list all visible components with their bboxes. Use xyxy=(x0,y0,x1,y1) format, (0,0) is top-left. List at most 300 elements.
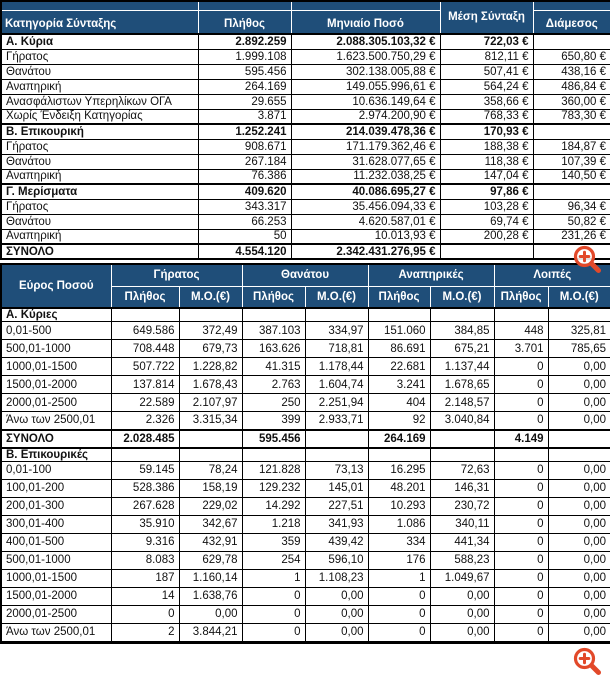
value-cell: 0,00 xyxy=(305,605,368,623)
value-cell: 0 xyxy=(494,412,548,430)
value-cell: 359 xyxy=(242,533,305,551)
value-cell: 214.039.478,36 € xyxy=(291,124,440,139)
header-spacer-cell xyxy=(1,1,198,10)
table1-header-spacer-row xyxy=(1,1,610,10)
table1-row xyxy=(1,79,610,94)
value-cell: 1.252.241 xyxy=(198,124,291,139)
value-cell: 0 xyxy=(368,623,430,641)
row-label: 1000,01-1500 xyxy=(1,358,111,376)
value-cell: 22.589 xyxy=(111,394,179,412)
value-cell: 2.974.200,90 € xyxy=(291,109,440,124)
value-cell: 22.681 xyxy=(368,358,430,376)
value-cell: 341,93 xyxy=(305,515,368,533)
value-cell: 163.626 xyxy=(242,340,305,358)
value-cell: 718,81 xyxy=(305,340,368,358)
value-cell: 0 xyxy=(494,461,548,479)
value-cell: 4.620.587,01 € xyxy=(291,214,440,229)
value-cell: 438,16 € xyxy=(533,64,610,79)
table1-row xyxy=(1,64,610,79)
value-cell: 227,51 xyxy=(305,497,368,515)
value-cell: 264.169 xyxy=(198,79,291,94)
table2-row xyxy=(1,623,610,641)
value-cell: 4.149 xyxy=(494,430,548,448)
header-group-anapirikes: Αναπηρικές xyxy=(368,264,494,286)
subheader-plithos: Πλήθος xyxy=(494,286,548,308)
value-cell: 384,85 xyxy=(430,322,494,340)
value-cell: 97,86 € xyxy=(440,184,533,199)
table2-row xyxy=(1,479,610,497)
header-group-giratos: Γήρατος xyxy=(111,264,242,286)
table2-body xyxy=(1,308,610,643)
row-label: 1500,01-2000 xyxy=(1,587,111,605)
value-cell: 200,28 € xyxy=(440,229,533,244)
table2-row xyxy=(1,358,610,376)
value-cell: 3.315,34 xyxy=(179,412,242,430)
value-cell: 50,82 € xyxy=(533,214,610,229)
value-cell: 507,41 € xyxy=(440,64,533,79)
table2-row xyxy=(1,497,610,515)
value-cell: 0,00 xyxy=(548,358,610,376)
row-label: 100,01-200 xyxy=(1,479,111,497)
table2-row xyxy=(1,461,610,479)
value-cell: 146,31 xyxy=(430,479,494,497)
value-cell: 78,24 xyxy=(179,461,242,479)
value-cell xyxy=(430,308,494,322)
value-cell: 785,65 xyxy=(548,340,610,358)
value-cell: 2.107,97 xyxy=(179,394,242,412)
value-cell: 0,00 xyxy=(548,515,610,533)
value-cell: 2.763 xyxy=(242,376,305,394)
header-group-thanatou: Θανάτου xyxy=(242,264,368,286)
row-label: 2000,01-2500 xyxy=(1,394,111,412)
value-cell: 76.386 xyxy=(198,169,291,184)
table1-row xyxy=(1,109,610,124)
value-cell xyxy=(440,244,533,259)
value-cell: 1 xyxy=(368,569,430,587)
header-spacer-cell xyxy=(291,1,440,10)
row-label: Χωρίς Ένδειξη Κατηγορίας xyxy=(1,109,198,124)
value-cell: 2.326 xyxy=(111,412,179,430)
value-cell: 1.108,23 xyxy=(305,569,368,587)
pension-category-table xyxy=(0,0,610,260)
value-cell: 564,24 € xyxy=(440,79,533,94)
value-cell: 0 xyxy=(494,605,548,623)
header-spacer-cell xyxy=(533,1,610,10)
value-cell: 10.013,93 € xyxy=(291,229,440,244)
row-label: 500,01-1000 xyxy=(1,551,111,569)
value-cell: 0,00 xyxy=(548,461,610,479)
value-cell: 0 xyxy=(242,605,305,623)
value-cell: 66.253 xyxy=(198,214,291,229)
value-cell: 0,00 xyxy=(548,533,610,551)
value-cell: 118,38 € xyxy=(440,154,533,169)
value-cell: 59.145 xyxy=(111,461,179,479)
value-cell: 1.049,67 xyxy=(430,569,494,587)
row-label: 1500,01-2000 xyxy=(1,376,111,394)
table2-group-header-row xyxy=(1,264,610,286)
value-cell: 649.586 xyxy=(111,322,179,340)
value-cell: 448 xyxy=(494,322,548,340)
value-cell xyxy=(494,308,548,322)
value-cell: 86.691 xyxy=(368,340,430,358)
value-cell: 121.828 xyxy=(242,461,305,479)
value-cell: 0 xyxy=(494,394,548,412)
value-cell: 1.218 xyxy=(242,515,305,533)
table1-row xyxy=(1,49,610,64)
value-cell: 231,26 € xyxy=(533,229,610,244)
value-cell: 137.814 xyxy=(111,376,179,394)
value-cell: 107,39 € xyxy=(533,154,610,169)
value-cell xyxy=(548,430,610,448)
row-label: Θανάτου xyxy=(1,64,198,79)
value-cell: 2.933,71 xyxy=(305,412,368,430)
table1-row xyxy=(1,139,610,154)
value-cell xyxy=(1,641,111,643)
value-cell xyxy=(533,184,610,199)
value-cell xyxy=(179,430,242,448)
value-cell: 596,10 xyxy=(305,551,368,569)
table1-body xyxy=(1,34,610,259)
value-cell: 325,81 xyxy=(548,322,610,340)
magnifier-plus-icon xyxy=(571,244,603,276)
value-cell: 1.178,44 xyxy=(305,358,368,376)
value-cell: 10.636.149,64 € xyxy=(291,94,440,109)
value-cell xyxy=(533,34,610,49)
value-cell: 1 xyxy=(242,569,305,587)
value-cell: 1.638,76 xyxy=(179,587,242,605)
value-cell: 1.623.500.750,29 € xyxy=(291,49,440,64)
value-cell: 0,00 xyxy=(548,569,610,587)
value-cell: 340,11 xyxy=(430,515,494,533)
value-cell: 230,72 xyxy=(430,497,494,515)
value-cell: 0,00 xyxy=(548,394,610,412)
row-label: Άνω των 2500,01 xyxy=(1,412,111,430)
value-cell: 675,21 xyxy=(430,340,494,358)
value-cell: 72,63 xyxy=(430,461,494,479)
header-diamesos: Διάμεσος xyxy=(533,10,610,34)
header-spacer-cell xyxy=(198,1,291,10)
value-cell: 302.138.005,88 € xyxy=(291,64,440,79)
value-cell xyxy=(305,308,368,322)
row-label: Άνω των 2500,01 xyxy=(1,623,111,641)
value-cell: 334 xyxy=(368,533,430,551)
table2-cutoff-row xyxy=(1,641,610,643)
table2-row xyxy=(1,515,610,533)
value-cell: 908.671 xyxy=(198,139,291,154)
value-cell: 170,93 € xyxy=(440,124,533,139)
subheader-mo: Μ.Ο.(€) xyxy=(430,286,494,308)
row-label: Θανάτου xyxy=(1,154,198,169)
subheader-mo: Μ.Ο.(€) xyxy=(548,286,610,308)
value-cell: 409.620 xyxy=(198,184,291,199)
value-cell: 1.137,44 xyxy=(430,358,494,376)
subheader-plithos: Πλήθος xyxy=(368,286,430,308)
value-cell: 41.315 xyxy=(242,358,305,376)
value-cell: 10.293 xyxy=(368,497,430,515)
value-cell xyxy=(533,124,610,139)
subheader-mo: Μ.Ο.(€) xyxy=(179,286,242,308)
value-cell xyxy=(179,448,242,462)
value-cell xyxy=(548,448,610,462)
value-cell: 158,19 xyxy=(179,479,242,497)
value-cell xyxy=(368,308,430,322)
magnifier-plus-icon xyxy=(571,646,603,678)
value-cell: 171.179.362,46 € xyxy=(291,139,440,154)
value-cell: 2 xyxy=(111,623,179,641)
value-cell: 372,49 xyxy=(179,322,242,340)
row-label: Γήρατος xyxy=(1,49,198,64)
value-cell: 0 xyxy=(494,587,548,605)
value-cell: 404 xyxy=(368,394,430,412)
table1-row xyxy=(1,214,610,229)
value-cell: 0,00 xyxy=(548,605,610,623)
row-label: 0,01-100 xyxy=(1,461,111,479)
value-cell: 343.317 xyxy=(198,199,291,214)
value-cell: 0,00 xyxy=(548,587,610,605)
value-cell xyxy=(430,448,494,462)
value-cell xyxy=(179,641,242,643)
value-cell xyxy=(242,308,305,322)
value-cell: 360,00 € xyxy=(533,94,610,109)
value-cell: 2.892.259 xyxy=(198,34,291,49)
value-cell: 96,34 € xyxy=(533,199,610,214)
subheader-mo: Μ.Ο.(€) xyxy=(305,286,368,308)
value-cell xyxy=(111,448,179,462)
value-cell: 722,03 € xyxy=(440,34,533,49)
value-cell xyxy=(494,448,548,462)
zoom-in-icon[interactable] xyxy=(571,646,603,678)
value-cell: 0 xyxy=(494,551,548,569)
row-label: 400,01-500 xyxy=(1,533,111,551)
row-label: Α. Κύρια xyxy=(1,34,198,49)
value-cell: 679,73 xyxy=(179,340,242,358)
header-group-loipes: Λοιπές xyxy=(494,264,610,286)
row-label: 1000,01-1500 xyxy=(1,569,111,587)
value-cell: 48.201 xyxy=(368,479,430,497)
value-cell: 528.386 xyxy=(111,479,179,497)
value-cell: 92 xyxy=(368,412,430,430)
table1-section-row xyxy=(1,34,610,49)
row-label: 200,01-300 xyxy=(1,497,111,515)
value-cell: 387.103 xyxy=(242,322,305,340)
row-label: 2000,01-2500 xyxy=(1,605,111,623)
value-cell: 35.910 xyxy=(111,515,179,533)
value-cell: 267.628 xyxy=(111,497,179,515)
row-label: Α. Κύριες xyxy=(1,308,111,322)
value-cell: 441,34 xyxy=(430,533,494,551)
row-label: ΣΥΝΟΛΟ xyxy=(1,244,198,259)
value-cell: 3.040,84 xyxy=(430,412,494,430)
value-cell: 1.604,74 xyxy=(305,376,368,394)
value-cell: 145,01 xyxy=(305,479,368,497)
value-cell: 35.456.094,33 € xyxy=(291,199,440,214)
value-cell: 812,11 € xyxy=(440,49,533,64)
value-cell: 1.678,65 xyxy=(430,376,494,394)
table1-header xyxy=(1,1,610,34)
value-cell: 8.083 xyxy=(111,551,179,569)
value-cell: 0 xyxy=(494,376,548,394)
value-cell: 0,00 xyxy=(430,587,494,605)
table2-row xyxy=(1,551,610,569)
value-cell: 0 xyxy=(494,479,548,497)
value-cell: 29.655 xyxy=(198,94,291,109)
value-cell: 432,91 xyxy=(179,533,242,551)
value-cell: 250 xyxy=(242,394,305,412)
value-cell: 0 xyxy=(494,497,548,515)
row-label: Αναπηρική xyxy=(1,79,198,94)
value-cell: 0,00 xyxy=(548,551,610,569)
value-cell: 3.701 xyxy=(494,340,548,358)
value-cell: 31.628.077,65 € xyxy=(291,154,440,169)
value-cell: 129.232 xyxy=(242,479,305,497)
value-cell: 3.844,21 xyxy=(179,623,242,641)
value-cell: 0 xyxy=(494,533,548,551)
row-label: Γ. Μερίσματα xyxy=(1,184,198,199)
value-cell: 0,00 xyxy=(548,479,610,497)
value-cell: 0,00 xyxy=(430,605,494,623)
value-cell: 9.316 xyxy=(111,533,179,551)
value-cell: 3.241 xyxy=(368,376,430,394)
zoom-in-icon[interactable] xyxy=(571,244,603,276)
value-cell: 507.722 xyxy=(111,358,179,376)
row-label: Αναπηρική xyxy=(1,169,198,184)
value-cell: 768,33 € xyxy=(440,109,533,124)
value-cell: 708.448 xyxy=(111,340,179,358)
value-cell xyxy=(430,430,494,448)
value-cell: 69,74 € xyxy=(440,214,533,229)
table2-section-row xyxy=(1,308,610,322)
value-cell: 2.088.305.103,32 € xyxy=(291,34,440,49)
value-cell: 16.295 xyxy=(368,461,430,479)
table1-row xyxy=(1,154,610,169)
value-cell: 0 xyxy=(494,358,548,376)
table2-row xyxy=(1,376,610,394)
table2-row xyxy=(1,340,610,358)
value-cell xyxy=(305,430,368,448)
row-label: Θανάτου xyxy=(1,214,198,229)
value-cell: 399 xyxy=(242,412,305,430)
value-cell: 1.999.108 xyxy=(198,49,291,64)
header-category: Κατηγορία Σύνταξης xyxy=(1,10,198,34)
row-label: 500,01-1000 xyxy=(1,340,111,358)
value-cell: 4.554.120 xyxy=(198,244,291,259)
value-cell: 486,84 € xyxy=(533,79,610,94)
value-cell: 176 xyxy=(368,551,430,569)
table2-row xyxy=(1,412,610,430)
value-cell xyxy=(242,448,305,462)
table2-row xyxy=(1,533,610,551)
value-cell: 588,23 xyxy=(430,551,494,569)
value-cell: 595.456 xyxy=(198,64,291,79)
value-cell: 334,97 xyxy=(305,322,368,340)
table1-row xyxy=(1,199,610,214)
value-cell xyxy=(305,448,368,462)
value-cell: 0,00 xyxy=(430,623,494,641)
value-cell: 0,00 xyxy=(548,623,610,641)
value-cell: 0 xyxy=(494,515,548,533)
table1-row xyxy=(1,94,610,109)
row-label: 0,01-500 xyxy=(1,322,111,340)
value-cell: 439,42 xyxy=(305,533,368,551)
value-cell xyxy=(430,641,494,643)
value-cell: 14 xyxy=(111,587,179,605)
value-cell: 1.678,43 xyxy=(179,376,242,394)
header-mesi-syntaxi: Μέση Σύνταξη xyxy=(440,1,533,34)
value-cell xyxy=(111,308,179,322)
row-label: Γήρατος xyxy=(1,139,198,154)
value-cell: 358,66 € xyxy=(440,94,533,109)
value-cell: 40.086.695,27 € xyxy=(291,184,440,199)
subheader-plithos: Πλήθος xyxy=(242,286,305,308)
table1-section-row xyxy=(1,184,610,199)
table2-row xyxy=(1,605,610,623)
header-euros-posou: Εύρος Ποσού xyxy=(1,264,111,308)
value-cell: 147,04 € xyxy=(440,169,533,184)
row-label: Ανασφάλιστων Υπερηλίκων ΟΓΑ xyxy=(1,94,198,109)
value-cell: 629,78 xyxy=(179,551,242,569)
table2-row xyxy=(1,322,610,340)
value-cell: 1.086 xyxy=(368,515,430,533)
value-cell xyxy=(548,308,610,322)
value-cell: 140,50 € xyxy=(533,169,610,184)
value-cell xyxy=(179,308,242,322)
table2-header xyxy=(1,264,610,308)
value-cell: 0 xyxy=(111,605,179,623)
row-label: Γήρατος xyxy=(1,199,198,214)
value-cell: 595.456 xyxy=(242,430,305,448)
table1-row xyxy=(1,229,610,244)
value-cell: 254 xyxy=(242,551,305,569)
value-cell: 1.228,82 xyxy=(179,358,242,376)
value-cell: 0,00 xyxy=(179,605,242,623)
table2-row xyxy=(1,587,610,605)
value-cell: 783,30 € xyxy=(533,109,610,124)
value-cell: 187 xyxy=(111,569,179,587)
table1-total-row xyxy=(1,244,610,259)
value-cell: 0,00 xyxy=(305,587,368,605)
value-cell xyxy=(368,641,430,643)
value-cell: 0 xyxy=(368,605,430,623)
value-cell: 2.028.485 xyxy=(111,430,179,448)
row-label: Αναπηρική xyxy=(1,229,198,244)
value-cell: 229,02 xyxy=(179,497,242,515)
value-cell: 0 xyxy=(494,623,548,641)
value-cell: 2.342.431.276,95 € xyxy=(291,244,440,259)
value-cell: 14.292 xyxy=(242,497,305,515)
value-cell: 342,67 xyxy=(179,515,242,533)
value-cell: 0,00 xyxy=(548,376,610,394)
value-cell xyxy=(548,641,610,643)
header-miniaio-poso: Μηνιαίο Ποσό xyxy=(291,10,440,34)
value-cell: 103,28 € xyxy=(440,199,533,214)
value-cell: 0 xyxy=(494,569,548,587)
value-cell: 264.169 xyxy=(368,430,430,448)
row-label: ΣΥΝΟΛΟ xyxy=(1,430,111,448)
value-cell: 151.060 xyxy=(368,322,430,340)
value-cell: 2.148,57 xyxy=(430,394,494,412)
table1-row xyxy=(1,169,610,184)
table2-total-row xyxy=(1,430,610,448)
value-cell xyxy=(242,641,305,643)
value-cell: 0,00 xyxy=(305,623,368,641)
value-cell: 149.055.996,61 € xyxy=(291,79,440,94)
value-cell: 0 xyxy=(242,623,305,641)
value-cell xyxy=(368,448,430,462)
value-cell: 267.184 xyxy=(198,154,291,169)
value-cell: 0,00 xyxy=(548,412,610,430)
table2-row xyxy=(1,394,610,412)
table2-section-row xyxy=(1,448,610,462)
